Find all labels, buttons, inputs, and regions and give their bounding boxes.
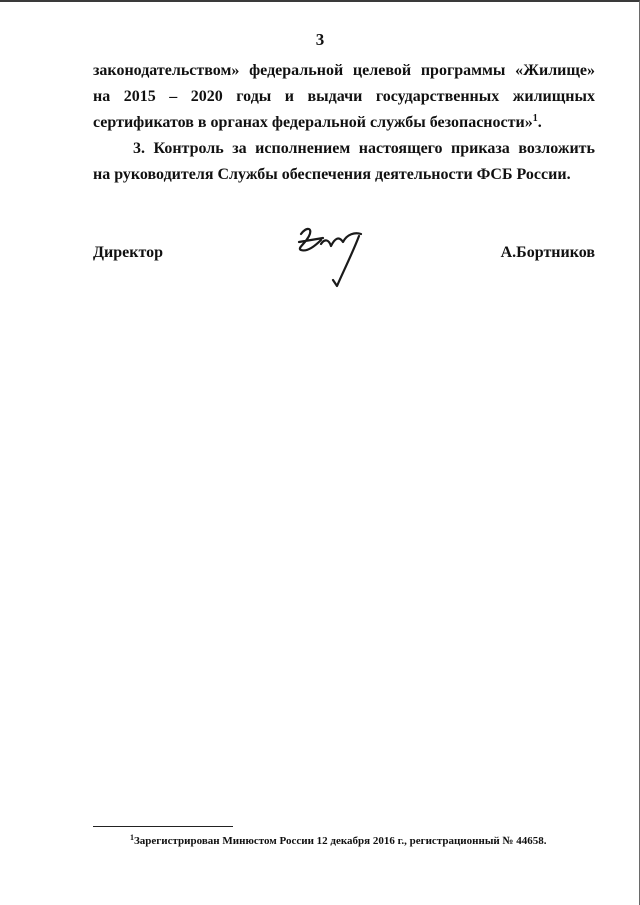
signer-position: Директор (93, 244, 163, 261)
paragraph-2-line-2: на руководителя Службы обеспечения деятельности ФСБ России. (93, 166, 571, 183)
handwritten-signature (293, 222, 373, 294)
footnote-reference: 1 (532, 113, 538, 124)
footnote (130, 834, 547, 848)
page-number: 3 (315, 30, 325, 49)
paragraph-1-line-3 (93, 110, 595, 136)
paragraph-2 (93, 136, 595, 188)
paragraph-1 (93, 58, 595, 136)
footnote-marker: 1 (130, 833, 134, 842)
paragraph-1-end-punct: . (537, 114, 542, 131)
footnote-text: Зарегистрирован Минюстом России 12 декабря 2016 г., регистрационный № 44658. (134, 835, 547, 847)
paragraph-1-line-1: законодательством» федеральной целевой программы «Жилище» (93, 62, 595, 79)
paragraph-1-line-3-text: сертификатов в органах федеральной службы безопасности» (93, 114, 533, 131)
paragraph-2-line-1: 3. Контроль за исполнением настоящего приказа возложить (133, 140, 595, 157)
paragraph-1-line-2: на 2015 – 2020 годы и выдачи государственных жилищных (93, 88, 595, 105)
signer-name: А.Бортников (500, 244, 595, 261)
footnote-separator (93, 826, 233, 827)
